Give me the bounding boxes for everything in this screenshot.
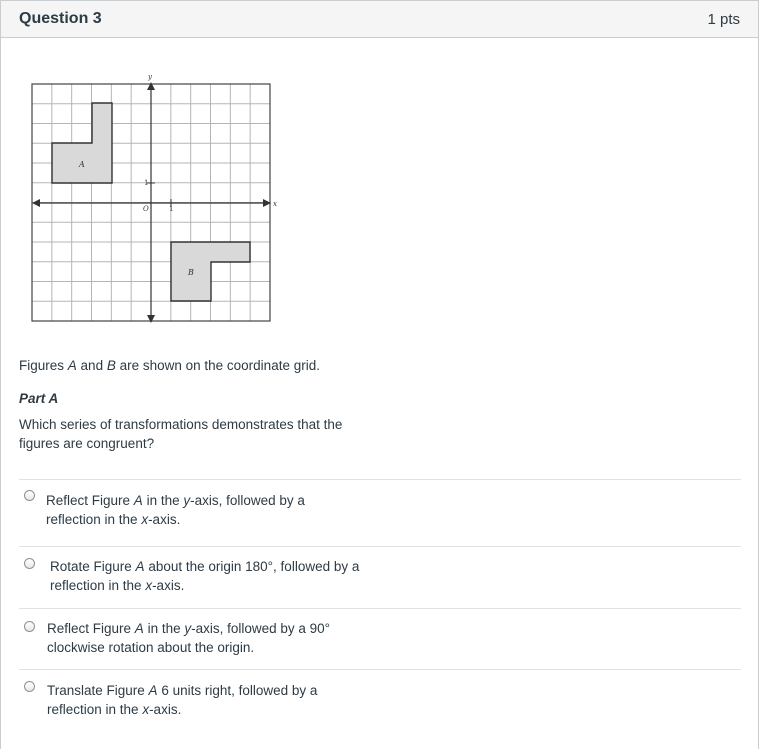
part-a-prompt: Which series of transformations demonstrates that the figures are congruent? — [19, 417, 343, 451]
answer-text[interactable]: Reflect Figure A in the y-axis, followed by a 90° clockwise rotation about the origin. — [47, 621, 331, 655]
figure-a-label: A — [79, 160, 85, 169]
y-axis-top-arrow — [147, 82, 155, 90]
origin-label: O — [143, 205, 149, 213]
question-header — [1, 1, 758, 38]
part-a-label: Part A — [19, 391, 59, 406]
answer-list — [19, 479, 741, 739]
answer-text[interactable]: Rotate Figure A about the origin 180°, followed by a reflection in the x-axis. — [50, 559, 360, 593]
figure-a-ref: A — [67, 358, 77, 373]
answer-option[interactable] — [19, 669, 741, 739]
radio-button[interactable] — [24, 490, 35, 501]
answer-option[interactable] — [19, 608, 741, 669]
question-stem: Figures A and B are shown on the coordinate grid. — [19, 358, 320, 373]
radio-button[interactable] — [24, 621, 35, 632]
radio-button[interactable] — [24, 558, 35, 569]
y-tick-label: 1 — [144, 179, 149, 187]
figure-b-label: B — [188, 268, 194, 277]
figure-b-ref: B — [106, 358, 116, 373]
question-title: Question 3 — [19, 10, 102, 27]
x-axis-left-arrow — [32, 199, 40, 207]
answer-text[interactable]: Reflect Figure A in the y-axis, followed by a reflection in the x-axis. — [46, 493, 305, 527]
y-axis-label: y — [148, 73, 152, 81]
figure-b-shape — [171, 242, 250, 301]
radio-button[interactable] — [24, 681, 35, 692]
coordinate-grid-figure — [29, 71, 279, 327]
x-axis-label: x — [273, 200, 277, 208]
y-axis-bottom-arrow — [147, 315, 155, 323]
x-tick-label: 1 — [169, 205, 174, 213]
answer-option[interactable] — [19, 546, 741, 608]
answer-text[interactable]: Translate Figure A 6 units right, followed by a reflection in the x-axis. — [47, 683, 318, 717]
answer-option[interactable] — [19, 479, 741, 546]
question-points: 1 pts — [707, 10, 740, 28]
figure-a-shape — [52, 103, 112, 183]
